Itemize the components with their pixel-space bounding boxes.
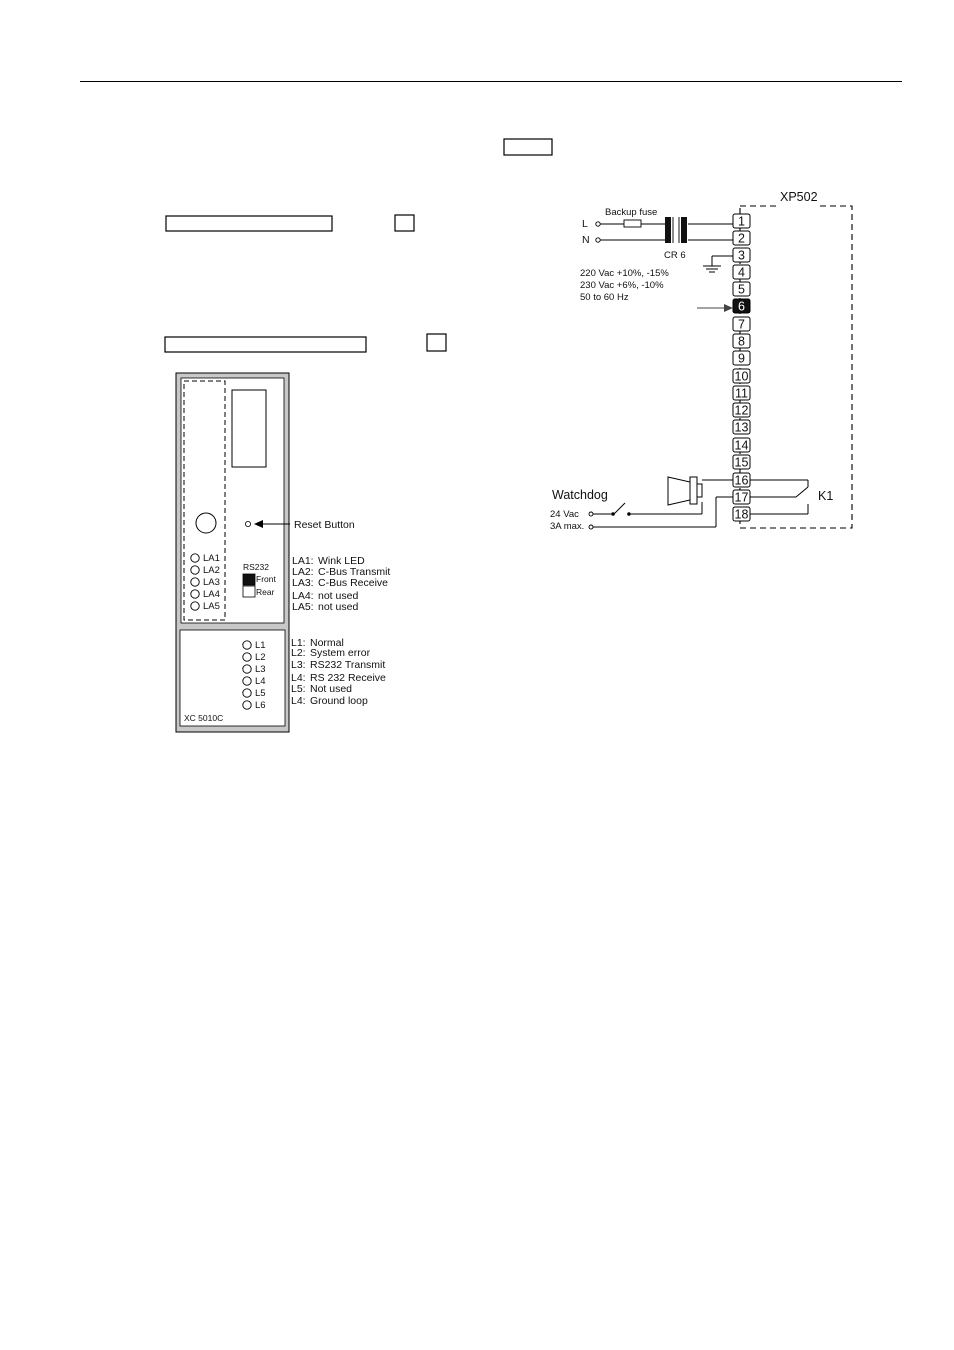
terminal-15-label: 15: [734, 455, 749, 470]
terminal-5: [733, 282, 750, 297]
wiring-diagram: [550, 190, 852, 532]
led-la3-label: LA3: [203, 577, 220, 588]
l-legend-text: RS 232 Receive: [310, 672, 386, 684]
watchdog-label: Watchdog: [552, 488, 608, 502]
panel-display-window: [232, 390, 266, 467]
blank-number-box-1: [395, 215, 414, 231]
la-legend-text: not used: [318, 590, 359, 602]
terminal-10-label: 10: [734, 369, 749, 384]
led-la2-label: LA2: [203, 565, 220, 576]
la-legend-code: LA3:: [292, 577, 314, 589]
led-l6: [243, 701, 251, 709]
terminal-5-label: 5: [738, 282, 745, 297]
la-legend-text: not used: [318, 601, 359, 613]
led-la5: [191, 602, 199, 610]
terminal-8-label: 8: [738, 334, 745, 349]
led-la1: [191, 554, 199, 562]
terminal-1: [733, 214, 750, 229]
rs232-front-label: Front: [256, 574, 276, 584]
transformer-core-right: [681, 217, 687, 243]
la-legend-code: LA5:: [292, 601, 314, 613]
terminal-strip: [733, 214, 750, 522]
led-l4-label: L4: [255, 676, 266, 687]
led-la3: [191, 578, 199, 586]
led-l6-label: L6: [255, 700, 266, 711]
terminal-2: [733, 231, 750, 246]
led-la5-label: LA5: [203, 601, 220, 612]
led-l1-label: L1: [255, 640, 266, 651]
line-label: L: [582, 218, 588, 230]
terminal-9-label: 9: [738, 351, 745, 366]
terminal-14: [733, 438, 750, 453]
terminal-8: [733, 334, 750, 349]
la-legend-code: LA1:: [292, 555, 314, 567]
terminal-16-label: 16: [734, 473, 749, 488]
l-legend-text: System error: [310, 647, 371, 659]
module-label: XP502: [780, 190, 818, 204]
watchdog-switch-contact: [627, 512, 631, 516]
terminal-6-pointer-head: [724, 304, 733, 312]
terminal-18-label: 18: [734, 507, 749, 522]
panel-lower-face: [180, 630, 285, 726]
terminal-16: [733, 473, 750, 488]
reset-button[interactable]: [245, 521, 250, 526]
blank-number-box-2: [427, 334, 446, 351]
la-legend: [292, 555, 390, 613]
blank-ref-box-top: [504, 139, 552, 155]
terminal-7-label: 7: [738, 317, 745, 332]
terminal-2-label: 2: [738, 231, 745, 246]
supply-spec-2: 230 Vac +6%, -10%: [580, 280, 664, 291]
led-la4-label: LA4: [203, 589, 220, 600]
watchdog-input-terminal-2: [589, 525, 593, 529]
terminal-4-label: 4: [738, 265, 745, 280]
terminal-4: [733, 265, 750, 280]
terminal-3: [733, 248, 750, 263]
terminal-17: [733, 490, 750, 505]
neutral-label: N: [582, 234, 590, 246]
transformer-core-left: [665, 217, 671, 243]
neutral-input-terminal: [596, 238, 600, 242]
terminal-11-label: 11: [735, 386, 748, 401]
l-legend-code: L5:: [291, 683, 306, 695]
terminal-13-label: 13: [734, 420, 749, 435]
cr-label: CR 6: [664, 250, 686, 261]
led-l4: [243, 677, 251, 685]
supply-spec-1: 220 Vac +10%, -15%: [580, 268, 669, 279]
terminal-7: [733, 317, 750, 332]
terminal-1-label: 1: [738, 214, 745, 229]
terminal-3-label: 3: [738, 248, 745, 263]
l-legend-text: RS232 Transmit: [310, 659, 386, 671]
la-legend-text: C-Bus Receive: [318, 577, 389, 589]
terminal-10: [733, 369, 750, 384]
panel-model-label: XC 5010C: [184, 713, 224, 723]
led-l2-label: L2: [255, 652, 266, 663]
led-l3: [243, 665, 251, 673]
rs232-rear-label: Rear: [256, 587, 275, 597]
watchdog-spec-2: 3A max.: [550, 521, 585, 532]
la-legend-code: LA2:: [292, 566, 314, 578]
led-la4: [191, 590, 199, 598]
horn-icon: [668, 477, 702, 505]
supply-spec-3: 50 to 60 Hz: [580, 292, 629, 303]
ground-symbol-icon: [703, 266, 721, 272]
l-legend-text: Not used: [310, 683, 353, 695]
reset-button-label: Reset Button: [294, 519, 355, 531]
blank-caption-box-1: [166, 216, 332, 231]
led-l5-label: L5: [255, 688, 266, 699]
backup-fuse: [624, 220, 641, 227]
rs232-switch-rear[interactable]: [243, 586, 255, 597]
terminal-9: [733, 351, 750, 366]
watchdog-input-terminal-1: [589, 512, 593, 516]
led-l2: [243, 653, 251, 661]
led-l5: [243, 689, 251, 697]
l-legend-code: L3:: [291, 659, 306, 671]
terminal-18: [733, 507, 750, 522]
terminal-15: [733, 455, 750, 470]
l-legend: [291, 637, 386, 707]
rs232-switch-front[interactable]: [243, 574, 255, 585]
la-legend-text: C-Bus Transmit: [318, 566, 391, 578]
terminal-11: [733, 386, 750, 401]
terminal-13: [733, 420, 750, 435]
terminal-6-highlighted: [733, 299, 750, 314]
terminal-12: [733, 403, 750, 418]
l-legend-text: Ground loop: [310, 695, 368, 707]
l-legend-code: L4:: [291, 672, 306, 684]
panel-connector-circle: [196, 513, 216, 533]
l-legend-code: L1:: [291, 637, 306, 649]
watchdog-spec-1: 24 Vac: [550, 509, 579, 520]
terminal-17-label: 17: [734, 490, 749, 505]
led-l1: [243, 641, 251, 649]
line-input-terminal: [596, 222, 600, 226]
terminal-12-label: 12: [734, 403, 749, 418]
la-legend-text: Wink LED: [318, 555, 365, 567]
terminal-14-label: 14: [734, 438, 749, 453]
led-l3-label: L3: [255, 664, 266, 675]
relay-contact-blade: [796, 487, 808, 497]
relay-label: K1: [818, 489, 834, 503]
blank-caption-box-2: [165, 337, 366, 352]
rs232-label: RS232: [243, 562, 269, 572]
fuse-label: Backup fuse: [605, 207, 658, 218]
la-legend-code: LA4:: [292, 590, 314, 602]
l-legend-code: L4:: [291, 695, 306, 707]
l-legend-text: Normal: [310, 637, 344, 649]
watchdog-switch-blade: [614, 503, 625, 514]
led-la1-label: LA1: [203, 553, 220, 564]
terminal-6-label: 6: [738, 299, 745, 314]
led-la2: [191, 566, 199, 574]
la-led-group: [191, 553, 220, 612]
l-legend-code: L2:: [291, 647, 306, 659]
